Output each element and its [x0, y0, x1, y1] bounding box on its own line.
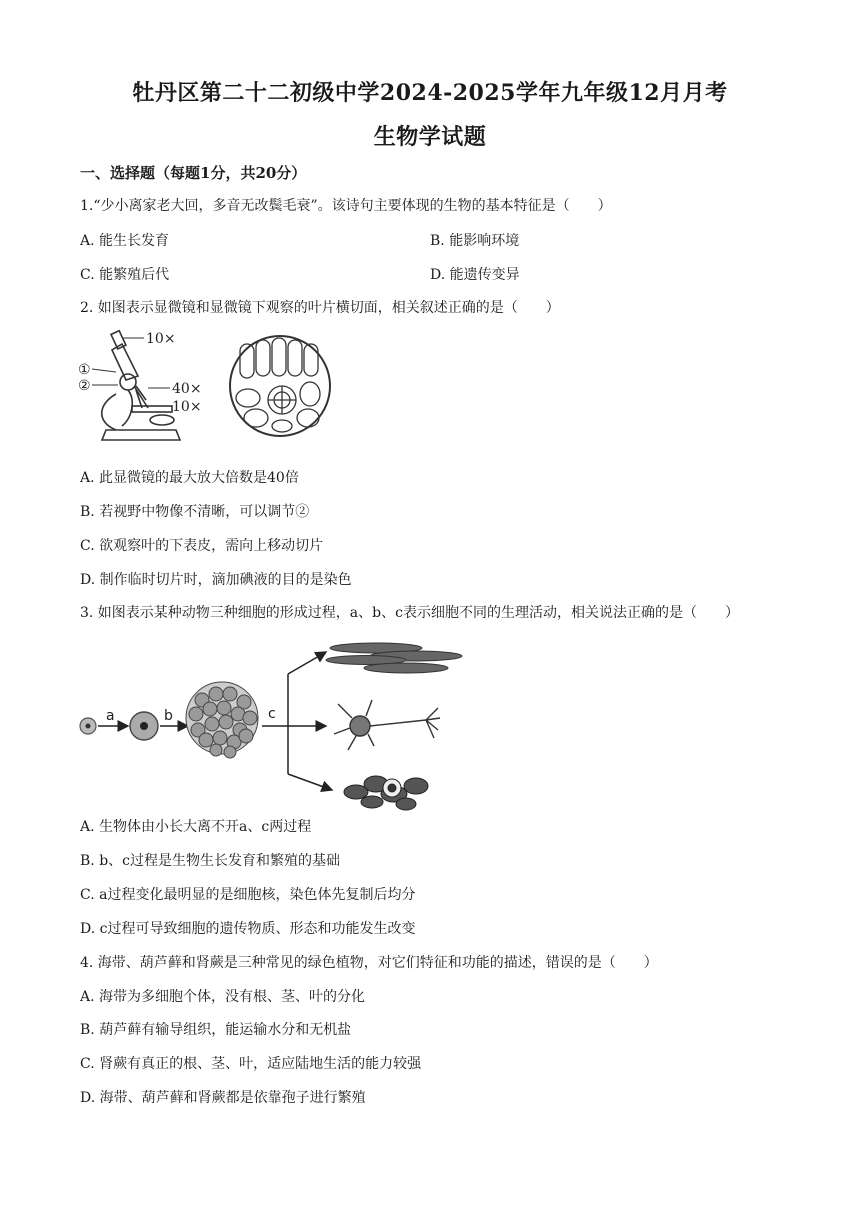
q3-option-c: C. a过程变化最明显的是细胞核，染色体先复制后均分	[80, 887, 416, 903]
eyepiece-label: 10×	[146, 331, 176, 347]
objective-low-label: 10×	[172, 399, 202, 415]
q4-option-a: A. 海带为多细胞个体，没有根、茎、叶的分化	[80, 989, 366, 1005]
cell-differentiation-figure	[76, 634, 466, 812]
nerve-cell	[334, 700, 440, 750]
q2-option-c: C. 欲观察叶的下表皮，需向上移动切片	[80, 538, 324, 554]
part-label-1: ①	[78, 362, 91, 378]
q2-stem: 2. 如图表示显微镜和显微镜下观察的叶片横切面，相关叙述正确的是（ ）	[80, 300, 560, 316]
exam-subtitle: 生物学试题	[373, 124, 487, 150]
q3-option-d: D. c过程可导致细胞的遗传物质、形态和功能发生改变	[80, 921, 416, 937]
q2-option-a: A. 此显微镜的最大放大倍数是40倍	[80, 470, 299, 486]
grown-cell	[130, 712, 158, 740]
q2-option-b: B. 若视野中物像不清晰，可以调节②	[80, 504, 310, 520]
objective-high-label: 40×	[172, 381, 202, 397]
cell-cluster	[186, 682, 258, 758]
section-heading: 一、选择题（每题1分，共20分）	[80, 164, 307, 182]
q1-option-c: C. 能繁殖后代	[80, 267, 170, 283]
blood-cells	[344, 776, 428, 810]
process-label-a: a	[106, 708, 115, 724]
process-label-b: b	[164, 708, 173, 724]
exam-title: 牡丹区第二十二初级中学2024-2025学年九年级12月月考	[132, 80, 728, 106]
q1-stem: 1.“少小离家老大回，多音无改鬓毛衰”。该诗句主要体现的生物的基本特征是（ ）	[80, 198, 612, 214]
q4-stem: 4. 海带、葫芦藓和肾蕨是三种常见的绿色植物，对它们特征和功能的描述，错误的是（ ）	[80, 955, 658, 971]
leaf-section-view	[230, 336, 330, 436]
q4-option-c: C. 肾蕨有真正的根、茎、叶，适应陆地生活的能力较强	[80, 1056, 422, 1072]
q3-option-a: A. 生物体由小长大离不开a、c两过程	[80, 819, 312, 835]
q1-option-a: A. 能生长发育	[80, 233, 170, 249]
q4-option-d: D. 海带、葫芦藓和肾蕨都是依靠孢子进行繁殖	[80, 1090, 366, 1106]
muscle-cells	[326, 643, 462, 673]
part-label-2: ②	[78, 378, 91, 394]
q3-option-b: B. b、c过程是生物生长发育和繁殖的基础	[80, 853, 340, 869]
q4-option-b: B. 葫芦藓有输导组织，能运输水分和无机盐	[80, 1022, 352, 1038]
q1-option-b: B. 能影响环境	[430, 233, 520, 249]
q2-option-d: D. 制作临时切片时，滴加碘液的目的是染色	[80, 572, 352, 588]
q1-option-d: D. 能遗传变异	[430, 267, 520, 283]
microscope-figure	[76, 326, 346, 450]
q3-stem: 3. 如图表示某种动物三种细胞的形成过程，a、b、c表示细胞不同的生理活动，相关说法正确的是（ ）	[80, 605, 739, 621]
process-label-c: c	[268, 706, 276, 722]
single-cell	[80, 718, 96, 734]
